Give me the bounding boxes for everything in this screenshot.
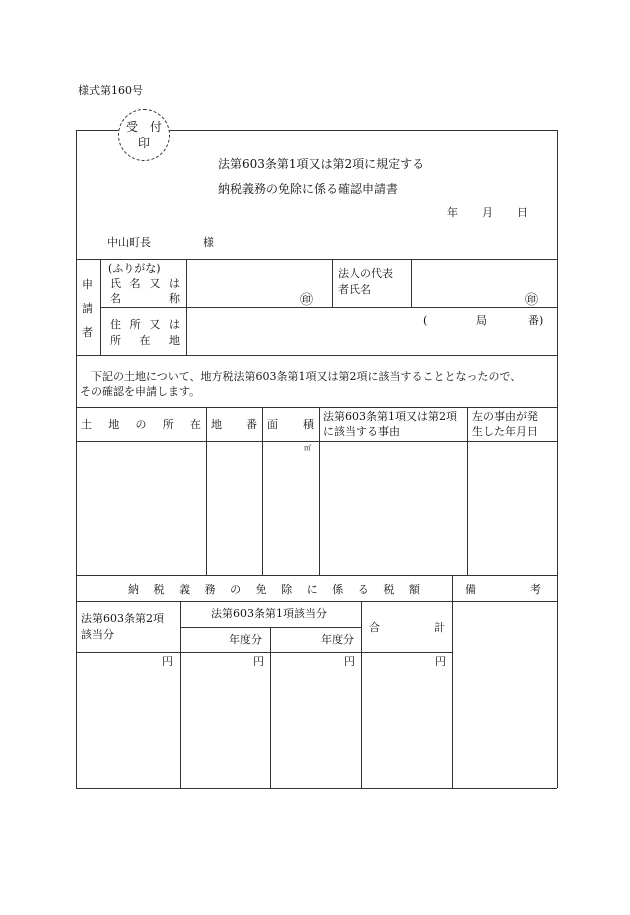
header-lot-number: 地 番 (211, 418, 257, 431)
total-header: 合 計 (369, 621, 445, 634)
header-reason-2: に該当する事由 (323, 425, 400, 438)
addressee-name: 中山町長 (107, 236, 151, 249)
header-reason: 法第603条第1項又は第2項 (323, 410, 457, 423)
area-unit: ㎡ (304, 444, 311, 452)
date-month-label: 月 (482, 206, 493, 219)
yen-col-4: 円 (435, 655, 446, 668)
yen-col-1: 円 (162, 655, 173, 668)
name-label-2: 名 称 (110, 292, 180, 305)
yen-col-2: 円 (253, 655, 264, 668)
title-line-1: 法第603条第1項又は第2項に規定する (218, 157, 425, 171)
header-land-location: 土 地 の 所 在 (81, 418, 201, 431)
stamp-label: 受 付 (125, 120, 162, 134)
header-item1: 法第603条第1項該当分 (211, 607, 327, 620)
fiscal-year-2: 年度分 (321, 633, 354, 646)
stamp-seal-label: 印 (137, 136, 150, 150)
addressee-honorific: 様 (203, 236, 214, 249)
date-day-label: 日 (517, 206, 528, 219)
title-line-2: 納税義務の免除に係る確認申請書 (218, 182, 399, 196)
date-year-label: 年 (447, 206, 458, 219)
name-label: 氏 名 又 は (110, 277, 180, 290)
representative-seal: ㊞ (525, 293, 539, 308)
form-number: 様式第160号 (78, 84, 143, 97)
furigana-label: (ふりがな) (108, 262, 161, 275)
fiscal-year-1: 年度分 (229, 633, 262, 646)
applicant-seal: ㊞ (300, 293, 314, 308)
header-area: 面 積 (267, 418, 314, 431)
address-label-2: 所 在 地 (110, 334, 180, 347)
receipt-stamp (118, 109, 170, 161)
statement-line-2: その確認を申請します。 (80, 385, 201, 398)
yen-col-3: 円 (344, 655, 355, 668)
representative-label-2: 者氏名 (338, 283, 371, 296)
address-label: 住 所 又 は (110, 318, 180, 331)
phone-number-label: 番) (528, 314, 544, 327)
phone-open: ( (423, 314, 428, 327)
statement-line-1: 下記の土地について、地方税法第603条第1項又は第2項に該当することとなったので、 (91, 370, 522, 383)
header-item2: 法第603条第2項 (81, 612, 164, 625)
remarks-header: 備 考 (465, 583, 541, 596)
phone-bureau-label: 局 (476, 314, 487, 327)
tax-table-header: 納 税 義 務 の 免 除 に 係 る 税 額 (128, 583, 420, 596)
representative-label: 法人の代表 (338, 267, 393, 280)
header-date-occurred-2: 生した年月日 (472, 425, 538, 438)
header-date-occurred: 左の事由が発 (472, 410, 538, 423)
header-item2-2: 該当分 (81, 628, 114, 641)
